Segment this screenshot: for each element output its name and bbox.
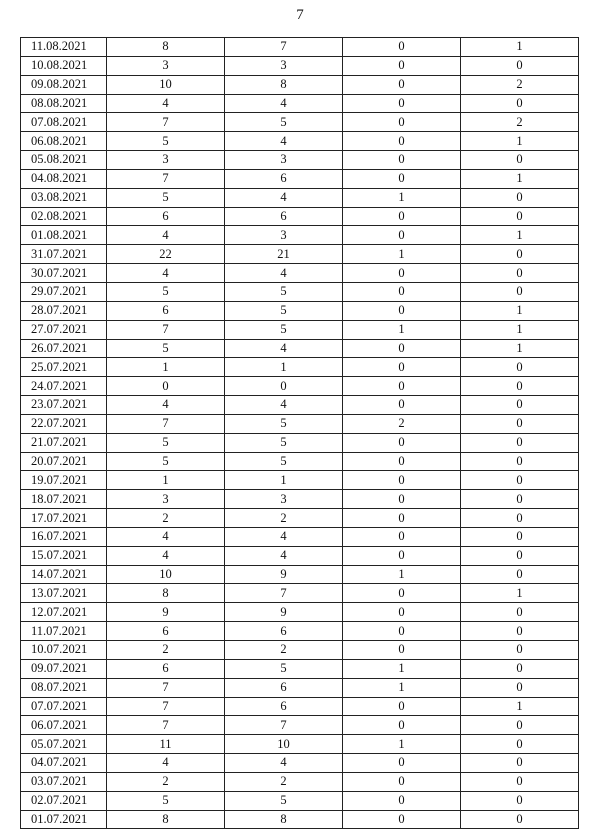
value-cell: 4 [225,188,343,207]
table-row [21,188,579,207]
value-cell: 1 [225,358,343,377]
table-row [21,264,579,283]
value-cell: 9 [225,565,343,584]
value-cell: 0 [343,641,461,660]
date-cell: 11.08.2021 [21,38,107,57]
table-row [21,565,579,584]
value-cell: 3 [107,56,225,75]
value-cell: 6 [107,659,225,678]
table-row [21,603,579,622]
table-row [21,414,579,433]
table-row [21,754,579,773]
value-cell: 2 [225,641,343,660]
value-cell: 5 [107,132,225,151]
value-cell: 0 [461,94,579,113]
value-cell: 5 [225,452,343,471]
value-cell: 6 [107,622,225,641]
table-row [21,509,579,528]
date-cell: 02.07.2021 [21,791,107,810]
value-cell: 9 [225,603,343,622]
value-cell: 0 [107,377,225,396]
value-cell: 0 [461,414,579,433]
value-cell: 7 [107,414,225,433]
table-row [21,301,579,320]
date-cell: 05.07.2021 [21,735,107,754]
value-cell: 0 [343,697,461,716]
table-row [21,56,579,75]
table-row [21,490,579,509]
value-cell: 2 [461,75,579,94]
date-cell: 09.07.2021 [21,659,107,678]
value-cell: 0 [343,396,461,415]
value-cell: 0 [343,603,461,622]
value-cell: 0 [343,584,461,603]
value-cell: 3 [225,151,343,170]
date-cell: 15.07.2021 [21,546,107,565]
table-row [21,584,579,603]
table-row [21,38,579,57]
table-row [21,358,579,377]
value-cell: 2 [461,113,579,132]
value-cell: 0 [343,113,461,132]
table-row [21,527,579,546]
value-cell: 0 [461,791,579,810]
table-row [21,471,579,490]
value-cell: 0 [343,226,461,245]
value-cell: 3 [225,56,343,75]
table-row [21,396,579,415]
value-cell: 2 [107,772,225,791]
table-row [21,151,579,170]
value-cell: 0 [461,433,579,452]
date-cell: 06.07.2021 [21,716,107,735]
value-cell: 21 [225,245,343,264]
value-cell: 0 [461,377,579,396]
value-cell: 5 [107,452,225,471]
value-cell: 6 [107,301,225,320]
value-cell: 0 [461,716,579,735]
value-cell: 0 [461,603,579,622]
date-cell: 21.07.2021 [21,433,107,452]
table-row [21,433,579,452]
value-cell: 7 [107,320,225,339]
value-cell: 0 [225,377,343,396]
value-cell: 0 [343,810,461,829]
value-cell: 0 [461,264,579,283]
value-cell: 1 [461,38,579,57]
value-cell: 4 [107,264,225,283]
date-cell: 22.07.2021 [21,414,107,433]
value-cell: 0 [461,151,579,170]
value-cell: 6 [225,622,343,641]
value-cell: 4 [225,264,343,283]
value-cell: 7 [107,678,225,697]
date-cell: 09.08.2021 [21,75,107,94]
table-row [21,659,579,678]
value-cell: 0 [343,358,461,377]
value-cell: 5 [107,433,225,452]
value-cell: 0 [343,772,461,791]
value-cell: 0 [343,301,461,320]
value-cell: 0 [343,339,461,358]
date-cell: 25.07.2021 [21,358,107,377]
table-row [21,207,579,226]
date-cell: 16.07.2021 [21,527,107,546]
value-cell: 0 [461,678,579,697]
table-row [21,339,579,358]
table-row [21,113,579,132]
value-cell: 0 [461,527,579,546]
date-cell: 20.07.2021 [21,452,107,471]
value-cell: 5 [225,320,343,339]
value-cell: 0 [461,546,579,565]
value-cell: 0 [343,490,461,509]
date-cell: 19.07.2021 [21,471,107,490]
value-cell: 1 [461,320,579,339]
value-cell: 6 [225,678,343,697]
date-cell: 04.08.2021 [21,169,107,188]
value-cell: 0 [343,622,461,641]
value-cell: 1 [343,320,461,339]
value-cell: 8 [225,75,343,94]
value-cell: 11 [107,735,225,754]
value-cell: 4 [107,527,225,546]
value-cell: 5 [107,339,225,358]
value-cell: 8 [107,38,225,57]
value-cell: 0 [343,471,461,490]
value-cell: 6 [225,169,343,188]
value-cell: 10 [107,75,225,94]
value-cell: 0 [461,735,579,754]
table-row [21,735,579,754]
value-cell: 7 [225,584,343,603]
table-row [21,320,579,339]
table-row [21,169,579,188]
table-body [21,38,579,829]
value-cell: 4 [107,396,225,415]
date-cell: 05.08.2021 [21,151,107,170]
value-cell: 1 [461,169,579,188]
date-cell: 13.07.2021 [21,584,107,603]
value-cell: 0 [461,565,579,584]
value-cell: 0 [461,396,579,415]
page-number: 7 [296,7,304,23]
date-cell: 06.08.2021 [21,132,107,151]
value-cell: 0 [343,264,461,283]
table-row [21,94,579,113]
value-cell: 0 [343,377,461,396]
date-cell: 08.07.2021 [21,678,107,697]
value-cell: 1 [461,132,579,151]
value-cell: 0 [461,810,579,829]
value-cell: 22 [107,245,225,264]
date-cell: 31.07.2021 [21,245,107,264]
value-cell: 0 [343,38,461,57]
value-cell: 1 [461,339,579,358]
value-cell: 0 [343,94,461,113]
value-cell: 0 [461,188,579,207]
date-cell: 10.08.2021 [21,56,107,75]
date-cell: 27.07.2021 [21,320,107,339]
value-cell: 1 [343,565,461,584]
value-cell: 1 [343,245,461,264]
value-cell: 4 [225,396,343,415]
value-cell: 5 [225,301,343,320]
date-cell: 24.07.2021 [21,377,107,396]
value-cell: 1 [107,471,225,490]
table-row [21,716,579,735]
value-cell: 2 [343,414,461,433]
table-row [21,282,579,301]
value-cell: 8 [107,810,225,829]
date-cell: 07.07.2021 [21,697,107,716]
value-cell: 0 [461,471,579,490]
table-row [21,810,579,829]
value-cell: 0 [343,509,461,528]
table-row [21,772,579,791]
value-cell: 0 [343,75,461,94]
table-row [21,452,579,471]
value-cell: 10 [225,735,343,754]
table-row [21,641,579,660]
value-cell: 1 [343,678,461,697]
date-cell: 01.07.2021 [21,810,107,829]
date-cell: 04.07.2021 [21,754,107,773]
value-cell: 5 [225,791,343,810]
value-cell: 5 [225,113,343,132]
value-cell: 0 [461,490,579,509]
value-cell: 5 [107,791,225,810]
value-cell: 5 [107,188,225,207]
value-cell: 5 [225,282,343,301]
table-row [21,132,579,151]
table-row [21,546,579,565]
value-cell: 3 [225,490,343,509]
value-cell: 10 [107,565,225,584]
value-cell: 1 [107,358,225,377]
value-cell: 5 [225,659,343,678]
table-row [21,791,579,810]
date-cell: 11.07.2021 [21,622,107,641]
value-cell: 4 [107,546,225,565]
value-cell: 0 [343,546,461,565]
value-cell: 4 [225,339,343,358]
value-cell: 0 [343,716,461,735]
value-cell: 7 [225,38,343,57]
value-cell: 0 [461,509,579,528]
date-cell: 17.07.2021 [21,509,107,528]
value-cell: 1 [343,188,461,207]
value-cell: 6 [107,207,225,226]
date-cell: 02.08.2021 [21,207,107,226]
value-cell: 8 [225,810,343,829]
date-cell: 01.08.2021 [21,226,107,245]
value-cell: 6 [225,697,343,716]
value-cell: 8 [107,584,225,603]
value-cell: 0 [343,452,461,471]
value-cell: 2 [225,772,343,791]
value-cell: 3 [107,151,225,170]
date-cell: 07.08.2021 [21,113,107,132]
value-cell: 1 [461,584,579,603]
table-row [21,226,579,245]
value-cell: 0 [343,433,461,452]
value-cell: 7 [225,716,343,735]
value-cell: 0 [343,754,461,773]
date-cell: 23.07.2021 [21,396,107,415]
value-cell: 3 [107,490,225,509]
value-cell: 7 [107,697,225,716]
value-cell: 5 [225,414,343,433]
value-cell: 2 [225,509,343,528]
value-cell: 1 [461,697,579,716]
value-cell: 4 [225,754,343,773]
value-cell: 0 [461,245,579,264]
date-cell: 30.07.2021 [21,264,107,283]
value-cell: 7 [107,113,225,132]
value-cell: 0 [461,452,579,471]
value-cell: 0 [343,169,461,188]
value-cell: 0 [461,56,579,75]
value-cell: 9 [107,603,225,622]
value-cell: 0 [461,622,579,641]
date-cell: 12.07.2021 [21,603,107,622]
value-cell: 0 [343,282,461,301]
date-cell: 14.07.2021 [21,565,107,584]
value-cell: 0 [461,659,579,678]
table-row [21,697,579,716]
date-cell: 03.07.2021 [21,772,107,791]
date-cell: 26.07.2021 [21,339,107,358]
date-cell: 03.08.2021 [21,188,107,207]
value-cell: 1 [461,301,579,320]
value-cell: 6 [225,207,343,226]
value-cell: 5 [225,433,343,452]
value-cell: 1 [225,471,343,490]
value-cell: 1 [343,735,461,754]
table-row [21,622,579,641]
value-cell: 4 [225,94,343,113]
date-cell: 29.07.2021 [21,282,107,301]
table-row [21,245,579,264]
value-cell: 0 [343,56,461,75]
value-cell: 4 [225,132,343,151]
value-cell: 0 [343,527,461,546]
value-cell: 4 [225,546,343,565]
value-cell: 5 [107,282,225,301]
value-cell: 0 [343,132,461,151]
value-cell: 3 [225,226,343,245]
date-cell: 10.07.2021 [21,641,107,660]
value-cell: 0 [461,282,579,301]
value-cell: 7 [107,716,225,735]
date-cell: 18.07.2021 [21,490,107,509]
value-cell: 2 [107,641,225,660]
table-row [21,377,579,396]
value-cell: 0 [461,754,579,773]
value-cell: 0 [343,151,461,170]
data-table [20,37,579,829]
table-row [21,678,579,697]
value-cell: 0 [461,772,579,791]
value-cell: 4 [225,527,343,546]
value-cell: 4 [107,226,225,245]
value-cell: 2 [107,509,225,528]
value-cell: 4 [107,94,225,113]
table-row [21,75,579,94]
value-cell: 0 [461,358,579,377]
date-cell: 28.07.2021 [21,301,107,320]
value-cell: 1 [343,659,461,678]
value-cell: 1 [461,226,579,245]
value-cell: 0 [343,207,461,226]
value-cell: 0 [461,641,579,660]
date-cell: 08.08.2021 [21,94,107,113]
value-cell: 7 [107,169,225,188]
value-cell: 4 [107,754,225,773]
value-cell: 0 [343,791,461,810]
value-cell: 0 [461,207,579,226]
